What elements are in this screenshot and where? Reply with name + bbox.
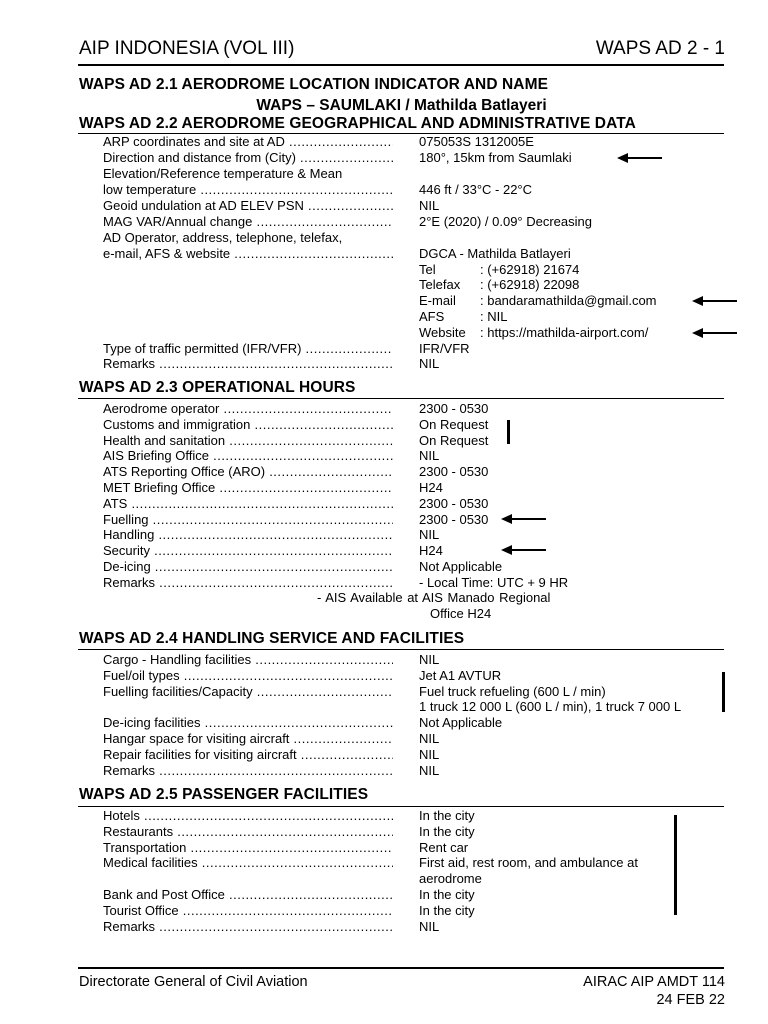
passenger-value: aerodrome: [419, 871, 482, 887]
arrow-direction-icon: [617, 152, 663, 164]
hours-value: On Request: [419, 432, 489, 448]
section-2-4-rule: [78, 649, 724, 650]
arp-row: [103, 134, 743, 150]
passenger-row: [103, 871, 743, 887]
header-rule: [78, 64, 724, 66]
handling-row: [103, 715, 743, 731]
handling-value: 1 truck 12 000 L (600 L / min), 1 truck 7 000 L: [419, 699, 682, 715]
passenger-label: Tourist Office .....: [103, 903, 393, 919]
remarks-ais-line: - AIS Available at AIS Manado Regional: [317, 590, 551, 605]
change-bar-passenger: [674, 815, 677, 915]
traffic-value: IFR/VFR: [419, 341, 470, 356]
tel-key: Tel: [419, 262, 436, 277]
hours-value: 2300 - 0530: [419, 495, 489, 511]
handling-value: NIL: [419, 652, 440, 667]
handling-label: Hangar space for visiting aircraft .....: [103, 731, 393, 747]
arrow-security-icon: [501, 544, 547, 556]
handling-label: Cargo - Handling facilities .....: [103, 652, 393, 668]
section-2-4-title: WAPS AD 2.4 HANDLING SERVICE AND FACILITIES: [79, 630, 465, 647]
passenger-value: First aid, rest room, and ambulance at: [419, 855, 638, 871]
footer-date: 24 FEB 22: [656, 992, 725, 1008]
handling-row: [103, 684, 743, 700]
handling-label: Remarks .....: [103, 763, 393, 779]
hours-value: NIL: [419, 527, 440, 543]
handling-row: [103, 763, 743, 779]
passenger-label: Restaurants .....: [103, 824, 393, 840]
passenger-label: Medical facilities .....: [103, 855, 393, 871]
afs-row: [103, 309, 743, 325]
passenger-row: [103, 903, 743, 919]
tel-value: : (+62918) 21674: [480, 262, 580, 277]
hours-row: [103, 401, 743, 417]
hours-label: Customs and immigration .....: [103, 417, 393, 433]
footer-rule: [78, 967, 724, 969]
change-bar-health: [507, 420, 510, 444]
passenger-row: [103, 824, 743, 840]
magvar-label: MAG VAR/Annual change .....: [103, 214, 393, 230]
hours-label: MET Briefing Office .....: [103, 480, 393, 496]
header-left: AIP INDONESIA (VOL III): [79, 38, 295, 59]
elevation-label-1: Elevation/Reference temperature & Mean: [103, 166, 343, 181]
operator-row-2: [103, 246, 743, 262]
header-right: WAPS AD 2 - 1: [595, 38, 725, 59]
hours-row: [103, 448, 743, 464]
hours-row: [103, 527, 743, 543]
hours-value: Not Applicable: [419, 559, 503, 574]
aerodrome-name: WAPS – SAUMLAKI / Mathilda Batlayeri: [256, 97, 547, 114]
remarks-row: [103, 356, 743, 372]
passenger-row: [103, 808, 743, 824]
elevation-value: 446 ft / 33°C - 22°C: [419, 182, 533, 197]
passenger-value: In the city: [419, 823, 475, 839]
passenger-value: In the city: [419, 902, 475, 918]
handling-label: Fuelling facilities/Capacity .....: [103, 684, 393, 700]
traffic-label: Type of traffic permitted (IFR/VFR) .....: [103, 341, 393, 357]
handling-label: De-icing facilities .....: [103, 715, 393, 731]
handling-value: Fuel truck refueling (600 L / min): [419, 683, 606, 699]
arp-value: 075053S 1312005E: [419, 134, 534, 149]
passenger-value: NIL: [419, 918, 440, 934]
change-bar-fuel: [722, 672, 725, 712]
passenger-label: Transportation .....: [103, 840, 393, 856]
hours-value: - Local Time: UTC + 9 HR: [419, 574, 569, 590]
hours-label: AIS Briefing Office .....: [103, 448, 393, 464]
handling-value: NIL: [419, 731, 440, 746]
hours-row: [103, 559, 743, 575]
afs-key: AFS: [419, 309, 445, 324]
passenger-label: Bank and Post Office .....: [103, 887, 393, 903]
hours-label: Remarks .....: [103, 575, 393, 591]
handling-row: [103, 652, 743, 668]
handling-row: [103, 668, 743, 684]
hours-label: Aerodrome operator .....: [103, 401, 393, 417]
passenger-value: Rent car: [419, 839, 469, 855]
passenger-label: Remarks .....: [103, 919, 393, 935]
email-key: E-mail: [419, 293, 456, 308]
handling-label: Repair facilities for visiting aircraft .....: [103, 747, 393, 763]
website-value: : https://mathilda-airport.com/: [480, 325, 649, 340]
hours-value: 2300 - 0530: [419, 401, 489, 416]
hours-label: De-icing .....: [103, 559, 393, 575]
magvar-row: [103, 214, 743, 230]
hours-value: NIL: [419, 448, 440, 464]
hours-value: On Request: [419, 416, 489, 432]
remarks-value: NIL: [419, 356, 440, 371]
hours-label: Handling .....: [103, 527, 393, 543]
hours-label: ATS Reporting Office (ARO) .....: [103, 464, 393, 480]
section-2-5-rule: [78, 806, 724, 807]
website-key: Website: [419, 325, 466, 340]
geoid-value: NIL: [419, 198, 440, 213]
traffic-row: [103, 341, 743, 357]
hours-value: 2300 - 0530: [419, 464, 489, 480]
geoid-row: [103, 198, 743, 214]
fax-value: : (+62918) 22098: [480, 277, 580, 292]
hours-row: [103, 543, 743, 559]
hours-label: Security .....: [103, 543, 393, 559]
handling-row: [103, 747, 743, 763]
operator-label-1: AD Operator, address, telephone, telefax,: [103, 230, 343, 245]
hours-value: H24: [419, 543, 443, 559]
direction-value: 180°, 15km from Saumlaki: [419, 150, 572, 165]
hours-row: [103, 464, 743, 480]
section-2-5-title: WAPS AD 2.5 PASSENGER FACILITIES: [79, 786, 369, 803]
arrow-fuelling-icon: [501, 513, 547, 525]
section-2-3-title: WAPS AD 2.3 OPERATIONAL HOURS: [79, 379, 356, 396]
section-2-2-title: WAPS AD 2.2 AERODROME GEOGRAPHICAL AND ADMINISTRATIVE DATA: [79, 115, 636, 132]
passenger-value: In the city: [419, 808, 475, 823]
passenger-row: [103, 919, 743, 935]
passenger-row: [103, 855, 743, 871]
hours-row: [103, 417, 743, 433]
arrow-website-icon: [692, 327, 738, 339]
magvar-value: 2°E (2020) / 0.09° Decreasing: [419, 214, 592, 229]
hours-value: H24: [419, 480, 443, 495]
email-value: : bandaramathilda@gmail.com: [480, 293, 657, 308]
handling-value: NIL: [419, 746, 440, 762]
hours-row: [103, 433, 743, 449]
footer-amdt: AIRAC AIP AMDT 114: [583, 974, 725, 990]
operator-label-2: e-mail, AFS & website .....: [103, 246, 393, 262]
fax-row: [103, 277, 743, 293]
hours-row: [103, 512, 743, 528]
passenger-value: In the city: [419, 887, 475, 902]
email-row: [103, 293, 743, 309]
handling-value: NIL: [419, 762, 440, 778]
operator-value: DGCA - Mathilda Batlayeri: [419, 246, 571, 261]
hours-row: [103, 575, 743, 591]
handling-value: Jet A1 AVTUR: [419, 667, 502, 683]
passenger-row: [103, 887, 743, 903]
hours-label: ATS .....: [103, 496, 393, 512]
website-row: [103, 325, 743, 341]
elevation-label-2: low temperature .....: [103, 182, 393, 198]
afs-value: : NIL: [480, 309, 508, 324]
elevation-row-1: [103, 166, 743, 182]
hours-label: Fuelling .....: [103, 512, 393, 528]
arrow-email-icon: [692, 295, 738, 307]
handling-value: Not Applicable: [419, 715, 503, 731]
remarks-label: Remarks .....: [103, 356, 393, 372]
handling-label: Fuel/oil types .....: [103, 668, 393, 684]
direction-label: Direction and distance from (City) .....: [103, 150, 393, 166]
section-2-3-rule: [78, 398, 724, 399]
handling-row: [103, 731, 743, 747]
fax-key: Telefax: [419, 277, 461, 292]
hours-row: [103, 480, 743, 496]
passenger-label: Hotels .....: [103, 808, 393, 824]
tel-row: [103, 262, 743, 278]
arp-label: ARP coordinates and site at AD .....: [103, 134, 393, 150]
passenger-row: [103, 840, 743, 856]
hours-value: 2300 - 0530: [419, 511, 489, 527]
handling-row: [103, 699, 743, 715]
elevation-row-2: [103, 182, 743, 198]
section-2-1-title: WAPS AD 2.1 AERODROME LOCATION INDICATOR AND NAME: [79, 76, 549, 93]
operator-row-1: [103, 230, 743, 246]
hours-label: Health and sanitation .....: [103, 433, 393, 449]
remarks-ais-line-2: Office H24: [430, 606, 492, 621]
geoid-label: Geoid undulation at AD ELEV PSN .....: [103, 198, 393, 214]
hours-row: [103, 496, 743, 512]
footer-left: Directorate General of Civil Aviation: [79, 974, 308, 990]
